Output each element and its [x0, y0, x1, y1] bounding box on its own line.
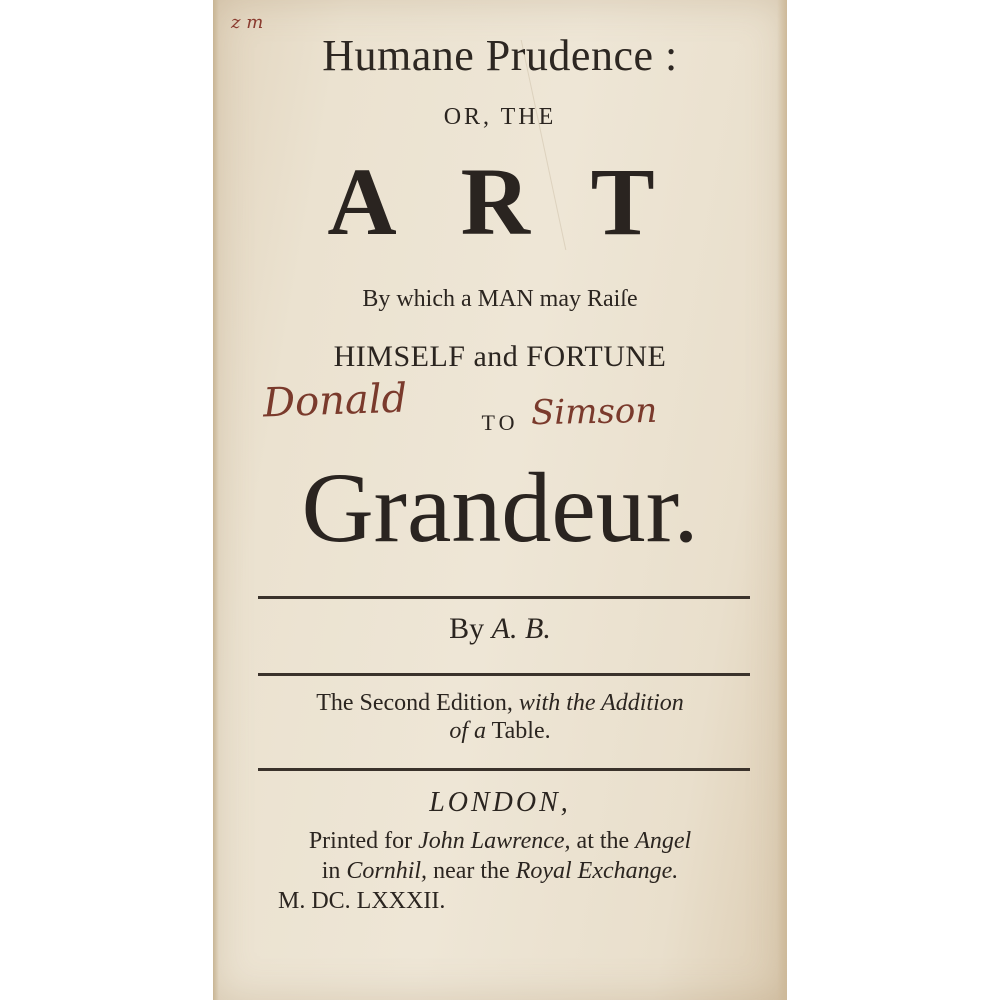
imprint-date: M. DC. LXXXII. [278, 888, 446, 914]
rule-3 [258, 768, 750, 771]
imprint-printer: John Lawrence, [418, 828, 571, 854]
edition-addition: with the Addition [518, 690, 684, 716]
signature-last-name: Simson [530, 390, 658, 434]
edition-of-a: of a [449, 718, 487, 744]
pencil-annotation: z m [231, 12, 264, 33]
subtitle-line-2: HIMSELF and FORTUNE [333, 340, 667, 373]
author-line [213, 612, 787, 646]
edition-line-2 [213, 718, 787, 745]
imprint-line-1 [213, 828, 787, 855]
edition-table: Table. [491, 718, 551, 744]
author-name: A. B. [491, 612, 551, 645]
imprint-cornhil: Cornhil, [346, 858, 428, 884]
rule-2 [258, 673, 750, 676]
imprint-sign: Angel [635, 828, 692, 854]
subtitle-line-1: By which a MAN may Raiſe [362, 286, 638, 312]
imprint-royal-exchange: Royal Exchange. [515, 858, 679, 884]
imprint-near-the: near the [433, 858, 510, 884]
title-page [213, 0, 787, 1000]
or-the-line: OR, THE [443, 104, 557, 130]
edition-prefix: The Second Edition, [316, 690, 513, 716]
imprint-printed-for: Printed for [308, 828, 413, 854]
edition-line-1 [213, 690, 787, 717]
author-prefix: By [449, 612, 485, 645]
art-heading: ART [327, 148, 719, 255]
imprint-line-2 [213, 858, 787, 885]
imprint-city: LONDON, [429, 787, 571, 818]
rule-1 [258, 596, 750, 599]
to-line: TO [481, 410, 519, 435]
book-title: Humane Prudence : [322, 31, 678, 80]
imprint-at-the: at the [576, 828, 630, 854]
grandeur-heading: Grandeur. [301, 452, 699, 563]
imprint-in: in [321, 858, 341, 884]
signature-first-name: Donald [262, 375, 408, 427]
